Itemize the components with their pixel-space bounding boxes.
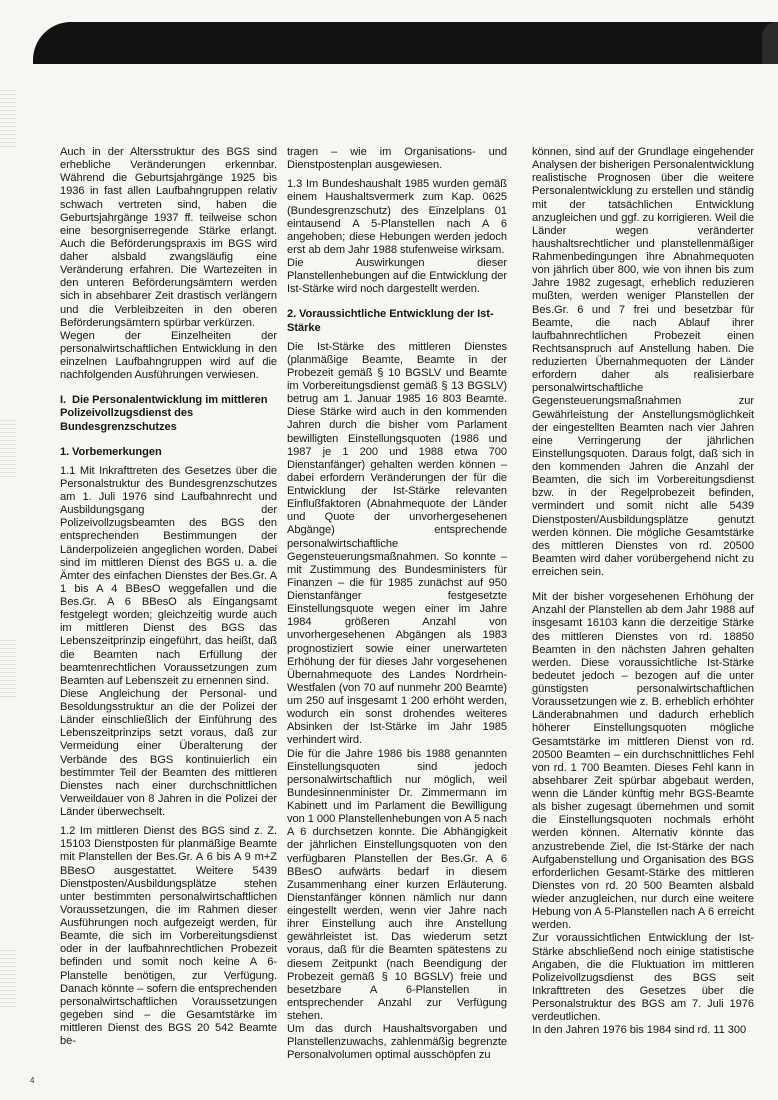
paragraph: 1.2 Im mittleren Dienst des BGS sind z. Z. 15103 Dienstposten für planmäßige Beamte mit Planstellen der Bes.Gr. A 6 bis A 9 m+Z BBesO ausgestattet. Weitere 5439 Dienstposten/Ausbildungsplätze stehen unter bestimmten personalwirtschaftlichen Voraussetzungen, die im Rahmen dieser Ausführungen noch aufgezeigt werden, für Beamte, die sich im Vorbereitungsdienst oder in der laufbahnrechtlichen Probezeit befinden und somit noch keine A 6-Planstelle benötigen, zur Verfügung. Danach könnte – sofern die entsprechenden personalwirtschaftlichen Voraussetzungen gegeben sind – die Gesamtstärke im mittleren Dienst des BGS 20 542 Beamte be-: [60, 825, 277, 1048]
paragraph: 1.1 Mit Inkrafttreten des Gesetzes über die Personalstruktur des Bundesgrenzschutzes am 1. Juli 1976 sind Laufbahnrecht und Ausbildungsgang der Polizeivollzugsbeamten des BGS den entsprechenden Bestimmungen der Länderpolizeien angeglichen worden. Dabei sind im mittleren Dienst des BGS u. a. die Ämter des einfachen Dienstes der Bes.Gr. A 1 bis A 4 BBesO weggefallen und die Bes.Gr. A 6 BBesO als Eingangsamt festgelegt worden; gleichzeitig wurde auch im mittleren Dienst des BGS das Lebenszeitprinzip eingeführt, das heißt, daß die Beamten nach Erfüllung der beamtenrechtlichen Voraussetzungen zum Beamten auf Lebenszeit zu ernennen sind.: [60, 464, 277, 687]
paragraph: Die für die Jahre 1986 bis 1988 genannten Einstellungsquoten sind jedoch personalwirtschaftlich nur möglich, weil Bundesinnenminister Dr. Zimmermann im Kabinett und im Parlament die Bewilligung von 1 000 Planstellenhebungen von A 5 nach A 6 durchsetzen konnte. Die Abhängigkeit der jährlichen Einstellungsquoten von den verfügbaren Planstellen der Bes.Gr. A 6 BBesO aufwärts bedarf in diesem Zusammenhang einer kurzen Erläuterung. Dienstanfänger können nämlich nur dann eingestellt werden, wenn vier Jahre nach ihrer Einstellung auch ihre Anstellung gewährleistet ist. Das wiederum setzt voraus, daß für die Beamten spätestens zu diesem Zeitpunkt (nach Beendigung der Probezeit gemäß § 10 BGSLV) freie und besetzbare A 6-Planstellen in entsprechender Anzahl zur Verfügung stehen.: [287, 747, 507, 1022]
paragraph: können, sind auf der Grundlage eingehender Analysen der bisherigen Personalentwicklung realistische Prognosen über die weitere Personalentwicklung zu erstellen und ständig mit der tatsächlichen Entwicklung anzugleichen und ggf. zu korrigieren. Weil die Länder wegen veränderter haushaltsrechtlicher und planstellenmäßiger Rahmenbedingungen ihre Abnahmequoten von jährlich über 800, wie von ihnen bis zum Jahre 1982 zugesagt, erheblich reduzieren mußten, werden weniger Planstellen der Bes.Gr. 6 und 7 frei und besetzbar für Beamte, die nach Ablauf ihrer laufbahnrechtlichen Probezeit einen Rechtsanspruch auf Anstellung haben. Die reduzierten Übernahmequoten der Länder erfordern daher als realisierbare personalwirtschaftliche Gegensteuerungsmaßnahmen zur Gewährleistung der Anstellungsmöglichkeit der eingestellten Beamten nach vier Jahren eine Verringerung der jährlichen Einstellungsquoten. Daraus folgt, daß sich in den kommenden Jahren die Anzahl der Beamten, die sich im Vorbereitungsdienst bzw. in der Regelprobezeit befinden, vermindert und somit nicht alle 5439 Dienstposten/Ausbildungsplätze genutzt werden können. Die mögliche Gesamtstärke des mittleren Dienstes von rd. 20500 Beamten wird daher vorübergehend nicht zu erreichen sein.: [532, 146, 754, 578]
paragraph: Diese Angleichung der Personal- und Besoldungsstruktur an die der Polizei der Länder einschließlich der Einführung des Lebenszeitprinzips setzt voraus, daß zur Vermeidung einer Überalterung der Verbände des BGS kontinuierlich ein bestimmter Teil der Beamten des mittleren Dienstes nach einer durchschnittlichen Verweildauer von 8 Jahren in die Polizei der Länder überwechselt.: [60, 687, 277, 818]
column-1: [60, 146, 277, 1054]
section-title: Die Personalentwicklung im mittleren Polizeivollzugsdienst des Bundesgrenzschutzes: [60, 394, 268, 433]
subsection-heading: [60, 446, 277, 459]
scan-margin-mark: [0, 640, 16, 700]
paragraph: Wegen der Einzelheiten der personalwirtschaftlichen Entwicklung in den einzelnen Laufbahngruppen wird auf die nachfolgenden Ausführungen verwiesen.: [60, 329, 277, 382]
paragraph: 1.3 Im Bundeshaushalt 1985 wurden gemäß einem Haushaltsvermerk zum Kap. 0625 (Bundesgrenzschutz) des Einzelplans 01 eintausend A 5-Planstellen nach A 6 angehoben; diese Hebungen werden jedoch erst ab dem Jahr 1988 stufenweise wirksam.: [287, 178, 507, 256]
section-title: Vorbemerkungen: [72, 445, 162, 458]
section-number: 2.: [287, 308, 297, 321]
column-2: [287, 146, 507, 1063]
paragraph: Mit der bisher vorgesehenen Erhöhung der Anzahl der Planstellen ab dem Jahr 1988 auf insgesamt 16103 kann die derzeitige Stärke des mittleren Dienstes von rd. 18850 Beamten in den nächsten Jahren gehalten werden. Diese voraussichtliche Ist-Stärke bedeutet jedoch – bezogen auf die unter günstigsten personalwirtschaftlichen Voraussetzungen wie z. B. erheblich erhöhter Länderabnahmen und dadurch erheblich höherer Einstellungsquoten mögliche Gesamtstärke im mittleren Dienst von rd. 20500 Beamten – ein durchschnittliches Fehl von rd. 1 700 Beamten. Dieses Fehl kann in absehbarer Zeit spürbar abgebaut werden, wenn die Länder künftig mehr BGS-Beamte als bisher zugesagt übernehmen und somit die Einstellungsquoten nochmals erhöht werden können. Alternativ könnte das anzustrebende Ziel, die Ist-Stärke der nach Aufgabenstellung und Organisation des BGS erforderlichen Gesamt-Stärke des mittleren Dienstes von rd. 20 500 Beamten alsbald wieder anzugleichen, nur durch eine weitere Hebung von A 5-Planstellen nach A 6 erreicht werden.: [532, 591, 754, 932]
paragraph: Auch in der Altersstruktur des BGS sind erhebliche Veränderungen erkennbar. Während die Geburtsjahrgänge 1925 bis 1936 in fast allen Laufbahngruppen relativ schwach vertreten sind, haben die Geburtsjahrgänge 1937 ff. teilweise schon eine besorgniserregende Stärke erlangt. Auch die Beförderungspraxis im BGS wird daher alsbald zwangsläufig eine Veränderung erfahren. Die Wartezeiten in den unteren Beförderungsämtern werden sich in absehbarer Zeit drastisch verlängern und die Verbleibzeiten in den oberen Beförderungsämtern spürbar verkürzen.: [60, 146, 277, 329]
section-title: Voraussichtliche Entwicklung der Ist-Stärke: [287, 308, 494, 334]
paragraph: Die Auswirkungen dieser Planstellenhebungen auf die Entwicklung der Ist-Stärke wird noch dargestellt werden.: [287, 257, 507, 296]
column-3: [532, 146, 754, 1037]
section-number: I.: [60, 394, 67, 407]
page-number: 4: [30, 1076, 35, 1085]
section-number: 1.: [60, 445, 70, 458]
scan-margin-mark: [0, 420, 16, 480]
paragraph: Zur voraussichtlichen Entwicklung der Ist-Stärke abschließend noch einige statistische Angaben, die die Fluktuation im mittleren Polizeivollzugsdienst des BGS seit Inkrafttreten des Gesetzes über die Personalstruktur des BGS am 7. Juli 1976 verdeutlichen.: [532, 932, 754, 1024]
paragraph: tragen – wie im Organisations- und Dienstpostenplan ausgewiesen.: [287, 146, 507, 172]
section-heading: [287, 308, 507, 334]
scan-margin-mark: [0, 950, 16, 1010]
paragraph: Um das durch Haushaltsvorgaben und Planstellenzuwachs, zahlenmäßig begrenzte Personalvolumen optimal ausschöpfen zu: [287, 1023, 507, 1062]
paragraph: Die Ist-Stärke des mittleren Dienstes (planmäßige Beamte, Beamte in der Probezeit gemäß § 10 BGSLV und Beamte im Vorbereitungsdienst gemäß § 13 BGSLV) betrug am 1. Januar 1985 16 803 Beamte. Diese Stärke wird auch in den kommenden Jahren durch die bisher vom Parlament bewilligten Einstellungsquoten (1986 und 1987 je 1 200 und 1988 etwa 700 Dienstanfänger) gehalten werden können – dabei erfordern Veränderungen der für die Entwicklung der Ist-Stärke relevanten Einflußfaktoren (Abnahmequote der Länder und Quote der unvorhergesehenen Abgänge) entsprechende personalwirtschaftliche Gegensteuerungsmaßnahmen. So konnte – mit Zustimmung des Bundesministers für Finanzen – die für 1985 zunächst auf 950 Dienstanfänger festgesetzte Einstellungsquote wegen einer im Jahre 1984 größeren Anzahl von unvorhergesehenen Abgängen als 1983 prognostiziert sowie einer unerwarteten Erhöhung der für dieses Jahr vorgesehenen Übernahmequote des Landes Nordrhein-Westfalen (von 70 auf nunmehr 200 Beamte) um 250 auf insgesamt 1 200 erhöht werden, wodurch ein sonst drohendes weiteres Absinken der Ist-Stärke im Jahr 1985 verhindert wird.: [287, 340, 507, 747]
header-bar-edge: [762, 22, 778, 64]
section-heading: [60, 394, 277, 433]
scan-margin-mark: [0, 90, 16, 150]
paragraph: In den Jahren 1976 bis 1984 sind rd. 11 300: [532, 1024, 747, 1037]
header-bar: [33, 22, 778, 64]
